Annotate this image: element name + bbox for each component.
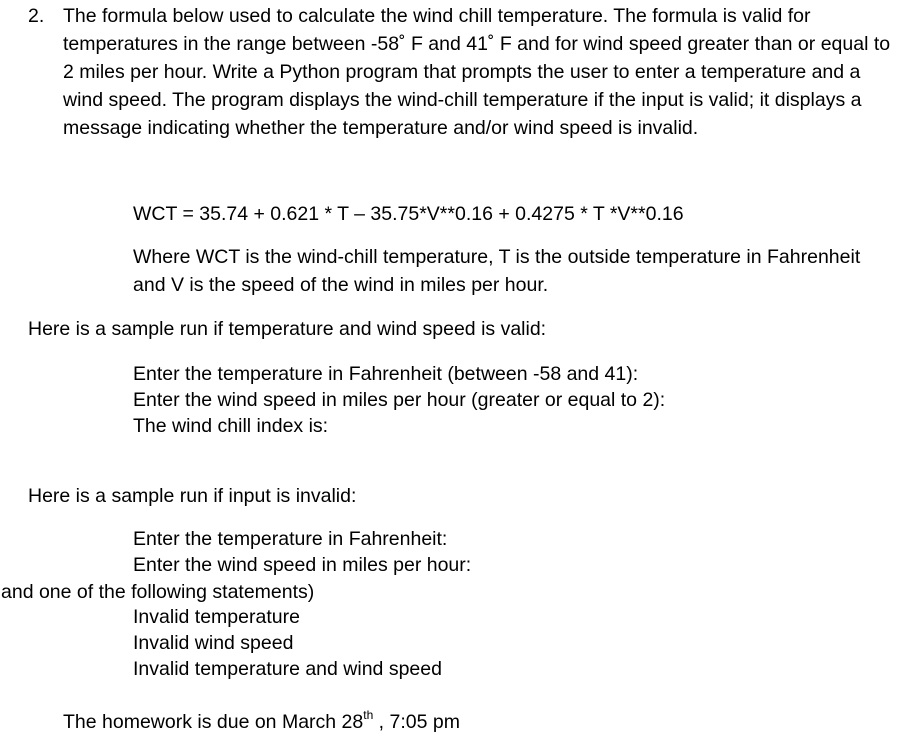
due-date-line bbox=[63, 708, 460, 736]
invalid-messages bbox=[133, 604, 442, 682]
sample-line: The wind chill index is: bbox=[133, 415, 329, 437]
sample-line: Enter the temperature in Fahrenheit (between -58 and 41): bbox=[133, 363, 639, 385]
invalid-message: Invalid wind speed bbox=[133, 632, 294, 654]
invalid-message: Invalid temperature bbox=[133, 606, 300, 628]
invalid-message: Invalid temperature and wind speed bbox=[133, 658, 442, 680]
list-number: 2. bbox=[28, 5, 45, 27]
sample-valid-output bbox=[133, 361, 665, 439]
sample-valid-heading: Here is a sample run if temperature and wind speed is valid: bbox=[28, 318, 547, 340]
description-line: 2 miles per hour. Write a Python program that prompts the user to enter a temperature and a bbox=[63, 61, 861, 83]
explanation-line: Where WCT is the wind-chill temperature, T is the outside temperature in Fahrenheit bbox=[133, 246, 861, 268]
formula-explanation bbox=[133, 243, 860, 299]
sample-invalid-heading: Here is a sample run if input is invalid: bbox=[28, 485, 357, 507]
sample-line: Enter the wind speed in miles per hour (greater or equal to 2): bbox=[133, 389, 666, 411]
explanation-line: and V is the speed of the wind in miles per hour. bbox=[133, 274, 549, 296]
problem-description bbox=[63, 2, 899, 142]
due-text: The homework is due on March 28 bbox=[63, 711, 364, 733]
and-one-note: and one of the following statements) bbox=[1, 581, 315, 603]
sample-line: Enter the temperature in Fahrenheit: bbox=[133, 528, 448, 550]
description-line: message indicating whether the temperature and/or wind speed is invalid. bbox=[63, 117, 699, 139]
sample-line: Enter the wind speed in miles per hour: bbox=[133, 554, 472, 576]
sample-invalid-prompts bbox=[133, 526, 471, 578]
description-line: wind speed. The program displays the wind-chill temperature if the input is valid; it displays a bbox=[63, 89, 862, 111]
due-time: , 7:05 pm bbox=[373, 711, 460, 733]
wct-formula: WCT = 35.74 + 0.621 * T – 35.75*V**0.16 + 0.4275 * T *V**0.16 bbox=[133, 203, 684, 225]
description-line: The formula below used to calculate the wind chill temperature. The formula is valid for bbox=[63, 5, 811, 27]
due-ordinal: th bbox=[363, 707, 374, 722]
description-line: temperatures in the range between -58˚ F and 41˚ F and for wind speed greater than or equal to bbox=[63, 33, 891, 55]
